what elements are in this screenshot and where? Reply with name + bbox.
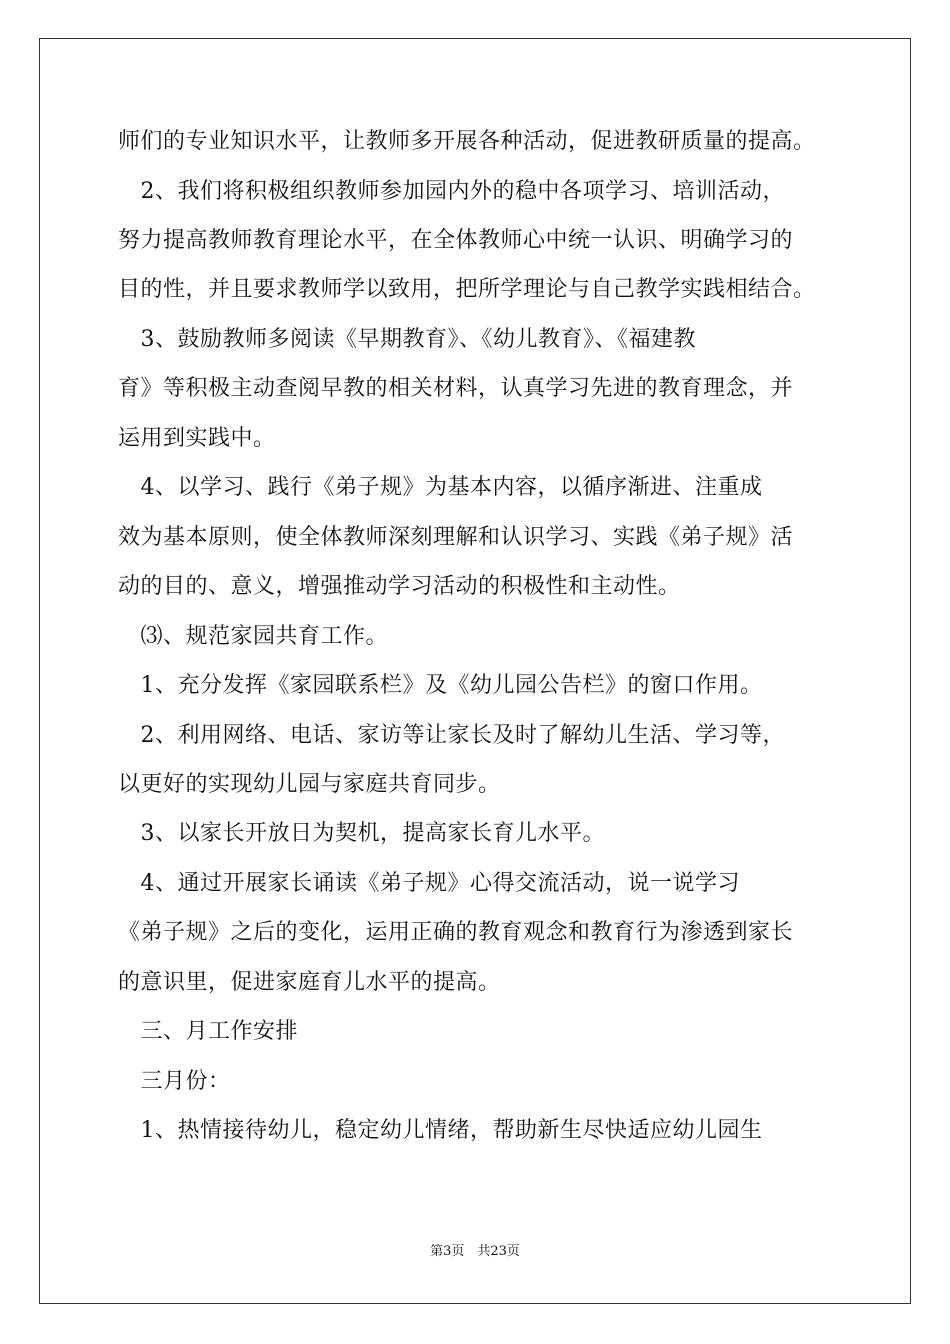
text-line: 4、通过开展家长诵读《弟子规》心得交流活动，说一说学习 bbox=[118, 871, 740, 896]
text-line: 努力提高教师教育理论水平，在全体教师心中统一认识、明确学习的 bbox=[118, 228, 794, 253]
text-line: 目的性，并且要求教师学以致用，把所学理论与自己教学实践相结合。 bbox=[118, 277, 816, 302]
text-line: 育》等积极主动查阅早教的相关材料，认真学习先进的教育理念，并 bbox=[118, 376, 794, 401]
text-line: 运用到实践中。 bbox=[118, 426, 276, 451]
text-line: 的意识里，促进家庭育儿水平的提高。 bbox=[118, 970, 501, 995]
text-line: 3、鼓励教师多阅读《早期教育》、《幼儿教育》、《福建教 bbox=[118, 327, 696, 352]
text-line: 《弟子规》之后的变化，运用正确的教育观念和教育行为渗透到家长 bbox=[118, 920, 794, 945]
text-line: 2、我们将积极组织教师参加园内外的稳中各项学习、培训活动， bbox=[118, 179, 785, 204]
text-line: 三月份： bbox=[118, 1069, 231, 1094]
text-line: 2、利用网络、电话、家访等让家长及时了解幼儿生活、学习等， bbox=[118, 723, 785, 748]
text-line: 4、以学习、践行《弟子规》为基本内容，以循序渐进、注重成 bbox=[118, 475, 763, 500]
text-line: 以更好的实现幼儿园与家庭共育同步。 bbox=[118, 772, 501, 797]
text-line: 1、充分发挥《家园联系栏》及《幼儿园公告栏》的窗口作用。 bbox=[118, 673, 763, 698]
text-line: 3、以家长开放日为契机，提高家长育儿水平。 bbox=[118, 821, 605, 846]
text-line: 动的目的、意义，增强推动学习活动的积极性和主动性。 bbox=[118, 574, 681, 599]
page-number-footer: 第3页 共23页 bbox=[430, 1244, 520, 1259]
text-line: 1、热情接待幼儿，稳定幼儿情绪，帮助新生尽快适应幼儿园生 bbox=[118, 1118, 763, 1143]
section-heading: 三、月工作安排 bbox=[118, 1019, 299, 1044]
section-heading: ⑶、规范家园共育工作。 bbox=[118, 624, 389, 649]
text-line: 师们的专业知识水平，让教师多开展各种活动，促进教研质量的提高。 bbox=[118, 129, 816, 154]
text-line: 效为基本原则，使全体教师深刻理解和认识学习、实践《弟子规》活 bbox=[118, 525, 794, 550]
